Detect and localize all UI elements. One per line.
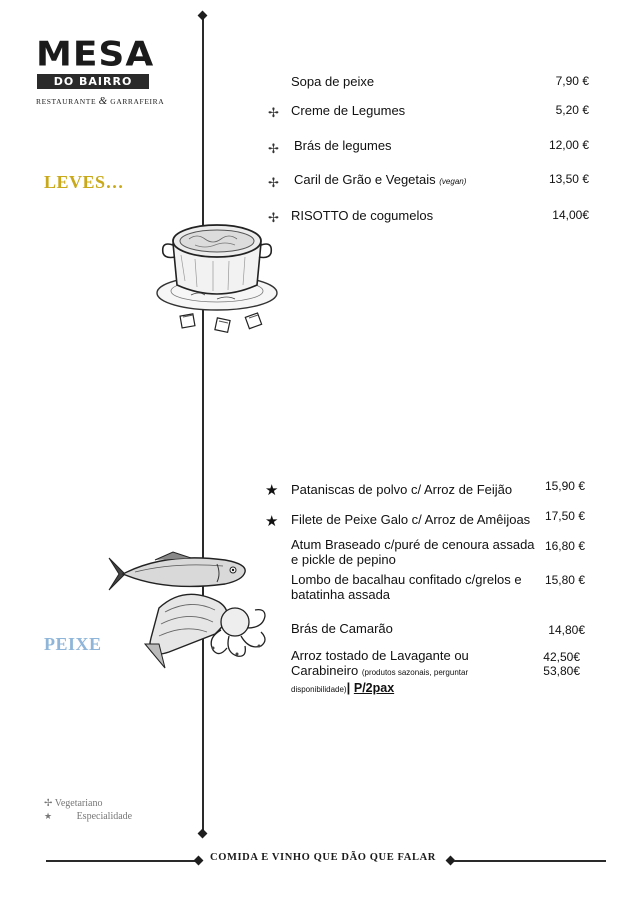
vegetarian-icon: ✢ — [44, 798, 53, 809]
menu-item-line: e pickle de pepino — [291, 552, 396, 567]
footer-slogan: COMIDA E VINHO QUE DÃO QUE FALAR — [210, 852, 436, 863]
menu-item-price-option: 42,50€ — [543, 650, 580, 664]
logo-subtitle — [36, 95, 165, 107]
menu-item-name: Sopa de peixe — [291, 74, 375, 89]
menu-item-price: 5,20 € — [555, 103, 589, 117]
logo-sub-right: GARRAFEIRA — [110, 97, 165, 106]
section-title-leves: LEVES… — [44, 172, 125, 192]
menu-item-name — [291, 648, 526, 697]
legend-vegetarian — [44, 798, 102, 809]
logo-wordmark: MESA — [36, 35, 155, 74]
menu-item-name: Creme de Legumes — [291, 103, 406, 118]
menu-item-price: 17,50 € — [544, 509, 585, 523]
menu-item-price: 16,80 € — [544, 539, 585, 553]
menu-item-line: Arroz tostado de Lavagante ou — [291, 648, 469, 663]
menu-item-name — [294, 172, 466, 189]
menu-item-price: 12,00 € — [548, 138, 589, 152]
footer-line-right — [454, 860, 606, 862]
specialty-star-icon: ★ — [44, 811, 53, 821]
menu-item-line: batatinha assada — [291, 587, 391, 602]
specialty-star-icon: ★ — [265, 482, 279, 499]
section-title-peixe: PEIXE — [44, 634, 102, 654]
menu-item-line — [291, 663, 526, 680]
menu-item-price: 15,80 € — [544, 573, 585, 587]
menu-item-label: Caril de Grão e Vegetais — [294, 172, 436, 187]
menu-item-price — [543, 650, 580, 678]
menu-item-price: 7,90 € — [555, 74, 589, 88]
divider-top-diamond — [198, 11, 208, 21]
footer-diamond-left — [194, 856, 204, 866]
specialty-star-icon: ★ — [265, 513, 279, 530]
logo-amp: & — [98, 95, 108, 107]
menu-item-name: Filete de Peixe Galo c/ Arroz de Amêijoas — [291, 512, 531, 527]
divider-bottom-diamond — [198, 829, 208, 839]
menu-item-price-option: 53,80€ — [543, 664, 580, 678]
menu-item-separator: | — [346, 680, 351, 695]
menu-item-price: 13,50 € — [548, 172, 589, 186]
menu-item-note: (vegan) — [439, 177, 467, 186]
menu-item-line: Lombo de bacalhau confitado c/grelos e — [291, 572, 522, 587]
menu-item-price: 15,90 € — [544, 479, 585, 493]
menu-item-name — [291, 572, 522, 602]
menu-item-name — [291, 537, 535, 567]
menu-item-label: Carabineiro — [291, 663, 359, 678]
menu-item-line: Atum Braseado c/puré de cenoura assada — [291, 537, 535, 552]
vegetarian-icon: ✢ — [268, 210, 279, 225]
vegetarian-icon: ✢ — [268, 175, 279, 190]
legend-label: Vegetariano — [54, 798, 103, 809]
vegetarian-icon: ✢ — [268, 141, 279, 156]
logo-band: DO BAIRRO — [37, 74, 149, 89]
menu-item-line — [291, 680, 526, 697]
menu-item-name: Brás de Camarão — [291, 621, 393, 636]
menu-item-name: Pataniscas de polvo c/ Arroz de Feijão — [291, 482, 513, 497]
menu-item-name: RISOTTO de cogumelos — [291, 208, 434, 223]
menu-item-price: 14,00€ — [552, 208, 589, 222]
fish-seafood-illustration — [95, 548, 280, 678]
menu-item-note: (produtos sazonais, perguntar — [361, 668, 469, 677]
menu-item-note: disponibilidade) — [291, 685, 347, 694]
soup-pot-illustration — [155, 215, 280, 337]
legend-label: Especialidade — [76, 811, 133, 822]
footer-line-left — [46, 860, 196, 862]
restaurant-logo — [36, 35, 165, 107]
menu-item-name: Brás de legumes — [294, 138, 392, 153]
menu-item-price: 14,80€ — [548, 623, 585, 637]
logo-sub-left: RESTAURANTE — [36, 97, 97, 106]
vertical-divider — [202, 16, 204, 834]
portion-size-label: P/2pax — [353, 681, 395, 695]
legend-specialty — [44, 811, 132, 822]
vegetarian-icon: ✢ — [268, 105, 279, 120]
